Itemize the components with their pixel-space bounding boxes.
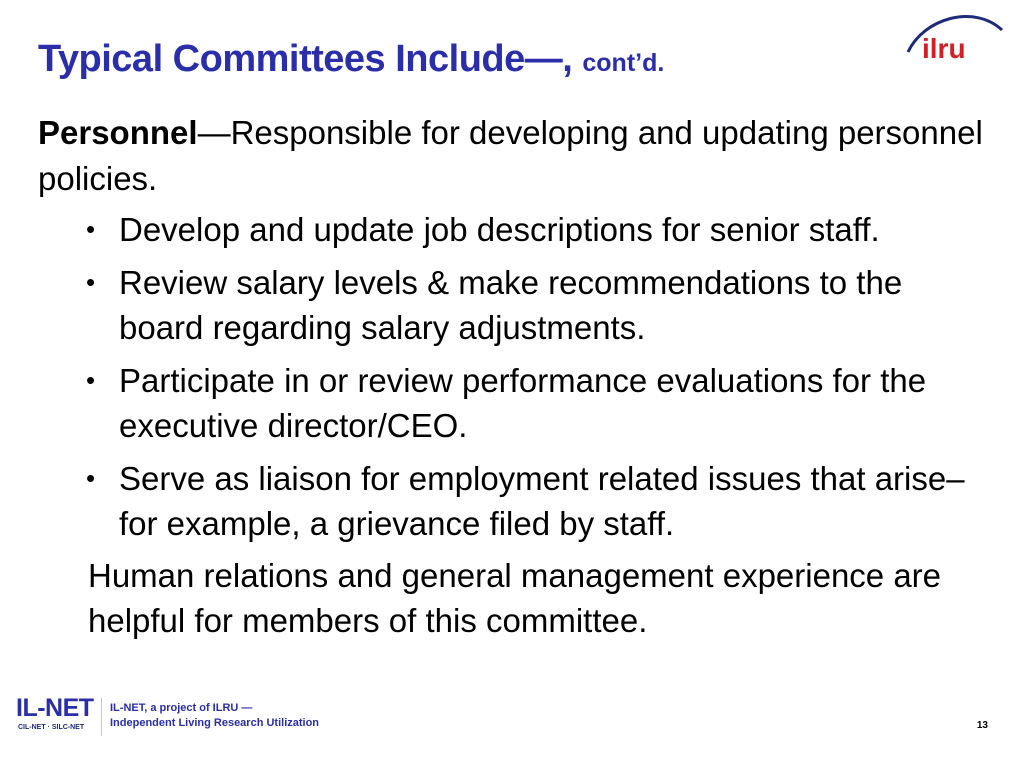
bullet-item (86, 456, 986, 546)
bullet-icon: • (86, 463, 96, 493)
bullet-list (86, 207, 986, 554)
bullet-text: Serve as liaison for employment related issues that arise–for example, a grievance filed by staff. (119, 460, 965, 542)
closing-paragraph: Human relations and general management experience are helpful for members of this committee. (88, 557, 942, 639)
intro-rest: —Responsible for developing and updating personnel policies. (38, 114, 983, 197)
bullet-icon: • (86, 267, 96, 297)
il-net-logo (16, 694, 96, 740)
il-net-logo-text: IL-NET (16, 694, 94, 722)
bullet-text: Review salary levels & make recommendations to the board regarding salary adjustments. (119, 264, 903, 346)
bullet-item (86, 260, 986, 350)
ilru-logo (902, 8, 1006, 68)
footer-divider (101, 698, 102, 736)
intro-paragraph (38, 110, 988, 202)
footer-line-2: Independent Living Research Utilization (110, 717, 320, 729)
footer-text (110, 701, 319, 731)
bullet-icon: • (86, 214, 96, 244)
bullet-icon: • (86, 365, 96, 395)
slide-title (38, 38, 664, 81)
bullet-text: Participate in or review performance evaluations for the executive director/CEO. (119, 362, 927, 444)
bullet-text: Develop and update job descriptions for senior staff. (119, 211, 880, 248)
bullet-item (86, 358, 986, 448)
bullet-item (86, 207, 986, 252)
footer-line-1: IL-NET, a project of ILRU — (110, 702, 253, 714)
title-suffix: cont’d. (582, 49, 665, 77)
intro-lead: Personnel (38, 114, 198, 151)
page-number: 13 (976, 720, 988, 731)
title-main: Typical Committees Include—, (38, 38, 573, 80)
il-net-logo-subtext: CIL-NET · SILC-NET (18, 724, 85, 731)
ilru-logo-text: ilru (922, 33, 966, 64)
